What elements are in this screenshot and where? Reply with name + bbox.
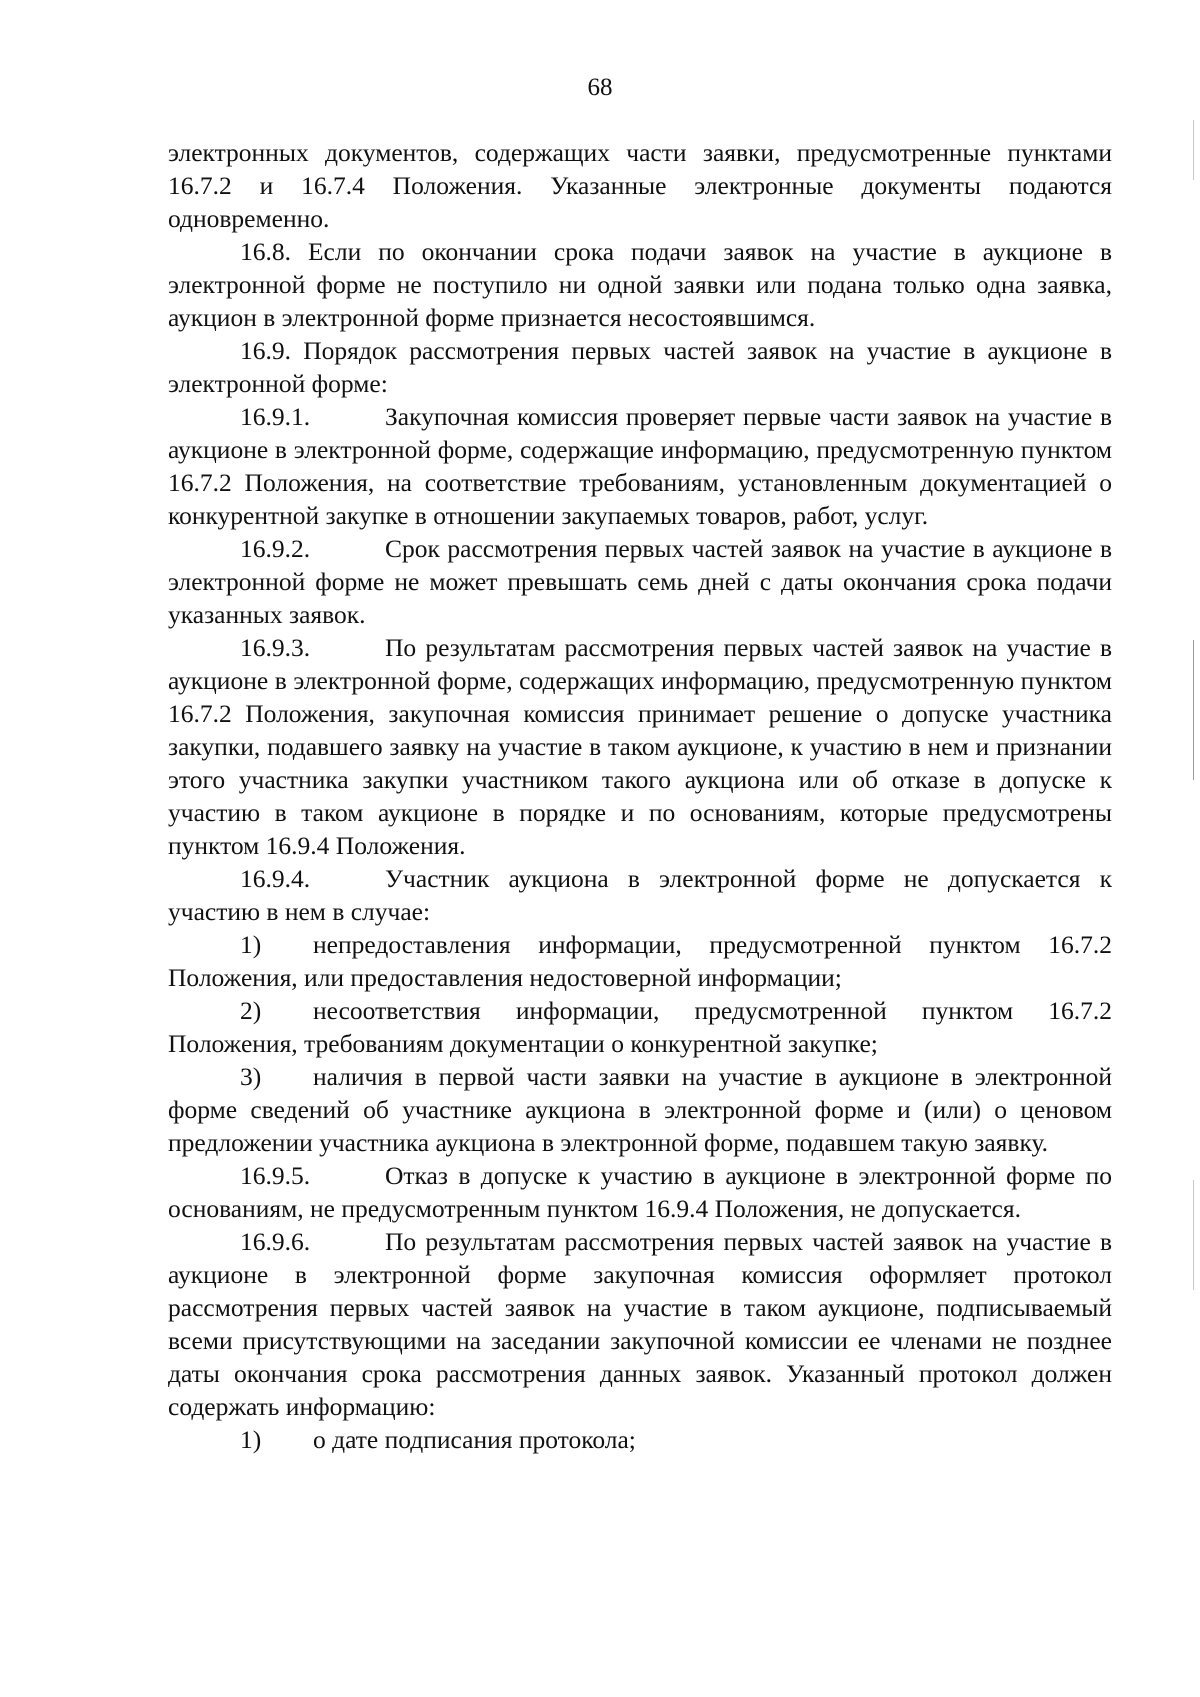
paragraph-16-9-3 [168,631,1112,862]
paragraph-16-9 [168,334,1112,400]
document-body [168,136,1112,1456]
list-marker: 1) [240,930,262,959]
list-item-2 [168,994,1112,1060]
clause-number: 16.9.6. [240,1227,311,1256]
paragraph-16-9-5 [168,1159,1112,1225]
paragraph-16-8 [168,235,1112,334]
clause-number: 16.9.5. [240,1161,311,1190]
list-item-text: непредоставления информации, предусмотренной пунктом 16.7.2 Положения, или предоставления недостоверной информации; [168,930,1112,992]
paragraph-text: По результатам рассмотрения первых частей заявок на участие в аукционе в электронной форме, содержащих информацию, предусмотренную пунктом 16.7.2 Положения, закупочная комиссия принимает решение о допуске участника закупки, подавшего заявку на участие в таком аукционе, к участию в нем и признании этого участника закупки участником такого аукциона или об отказе в допуске к участию в таком аукционе в порядке и по основаниям, которые предусмотрены пунктом 16.9.4 Положения. [168,633,1112,860]
clause-number: 16.9.4. [240,864,311,893]
paragraph-continuation [168,136,1112,235]
paragraph-16-9-1 [168,400,1112,532]
list-item-text: о дате подписания протокола; [313,1425,636,1454]
list-item-protocol-1 [168,1423,1112,1456]
list-item-1 [168,928,1112,994]
scan-edge-mark [1193,640,1194,780]
paragraph-16-9-2 [168,532,1112,631]
list-item-text: несоответствия информации, предусмотренной пунктом 16.7.2 Положения, требованиям документации о конкурентной закупке; [168,996,1112,1058]
paragraph-text: Срок рассмотрения первых частей заявок на участие в аукционе в электронной форме не может превышать семь дней с даты окончания срока подачи указанных заявок. [168,534,1112,629]
paragraph-16-9-6 [168,1225,1112,1423]
paragraph-text: Закупочная комиссия проверяет первые части заявок на участие в аукционе в электронной форме, содержащие информацию, предусмотренную пунктом 16.7.2 Положения, на соответствие требованиям, установленным документацией о конкурентной закупке в отношении закупаемых товаров, работ, услуг. [168,402,1112,530]
clause-number: 16.9.3. [240,633,311,662]
paragraph-text: электронных документов, содержащих части заявки, предусмотренные пунктами 16.7.2 и 16.7.4 Положения. Указанные электронные документы подаются одновременно. [168,138,1112,233]
list-marker: 2) [240,996,262,1025]
list-marker: 3) [240,1062,262,1091]
paragraph-text: По результатам рассмотрения первых частей заявок на участие в аукционе в электронной форме закупочная комиссия оформляет протокол рассмотрения первых частей заявок на участие в таком аукционе, подписываемый всеми присутствующими на заседании закупочной комиссии ее членами не позднее даты окончания срока рассмотрения данных заявок. Указанный протокол должен содержать информацию: [168,1227,1112,1421]
page-number: 68 [587,74,613,101]
list-item-text: наличия в первой части заявки на участие в аукционе в электронной форме сведений об участнике аукциона в электронной форме и (или) о ценовом предложении участника аукциона в электронной форме, подавшем такую заявку. [168,1062,1112,1157]
clause-number: 16.9.2. [240,534,311,563]
scan-edge-mark [1193,1180,1194,1290]
paragraph-text: 16.8. Если по окончании срока подачи заявок на участие в аукционе в электронной форме не поступило ни одной заявки или подана только одна заявка, аукцион в электронной форме признается несостоявшимся. [168,237,1112,332]
paragraph-text: Отказ в допуске к участию в аукционе в электронной форме по основаниям, не предусмотренным пунктом 16.9.4 Положения, не допускается. [168,1161,1112,1223]
paragraph-16-9-4 [168,862,1112,928]
list-item-3 [168,1060,1112,1159]
list-marker: 1) [240,1425,262,1454]
scan-edge-mark [1193,120,1194,180]
paragraph-text: 16.9. Порядок рассмотрения первых частей заявок на участие в аукционе в электронной форме: [168,336,1112,398]
paragraph-text: Участник аукциона в электронной форме не допускается к участию в нем в случае: [168,864,1112,926]
clause-number: 16.9.1. [240,402,311,431]
